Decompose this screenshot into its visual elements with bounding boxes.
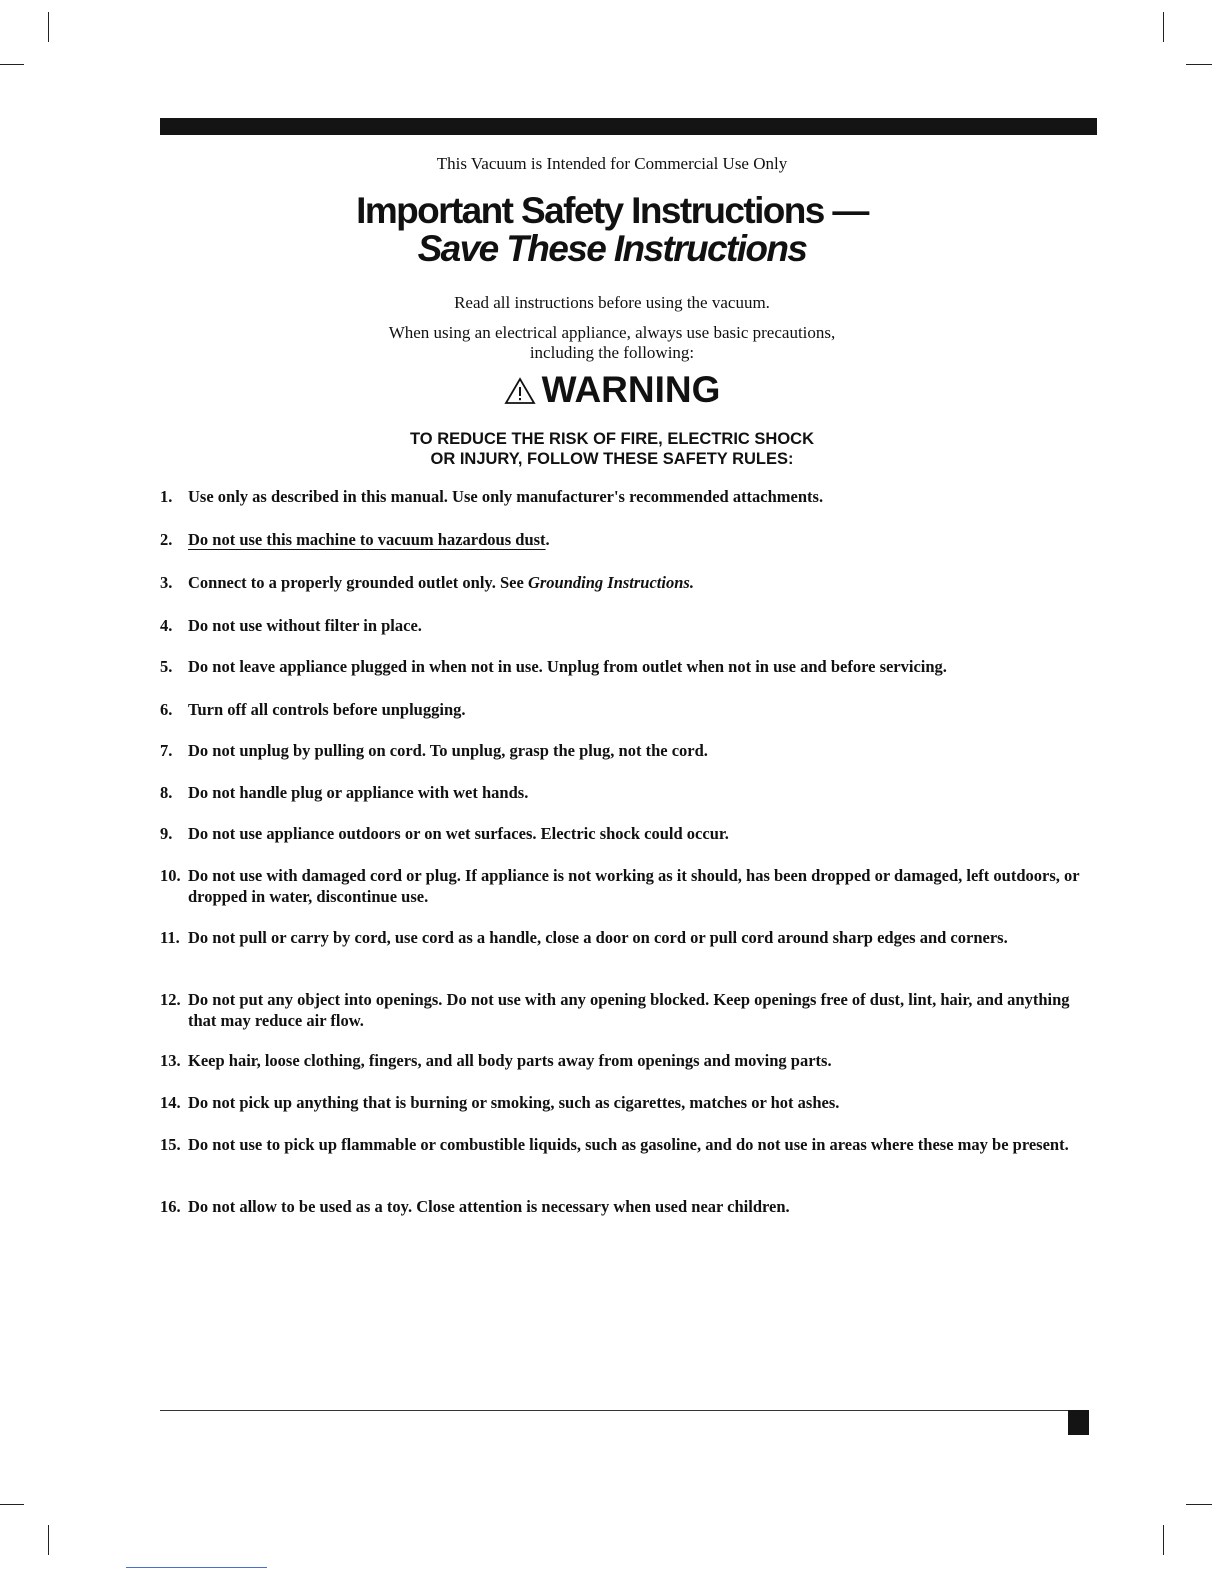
item-text: Do not allow to be used as a toy. Close attention is necessary when used near children. bbox=[188, 1197, 790, 1216]
crop-mark-bottom-left-v bbox=[48, 1525, 49, 1555]
list-item bbox=[160, 1196, 1100, 1217]
item-text bbox=[188, 572, 1100, 593]
item-text-end: . bbox=[545, 530, 550, 549]
scan-artifact-line bbox=[126, 1567, 267, 1568]
item-number: 9. bbox=[160, 824, 173, 843]
item-text: Do not leave appliance plugged in when not in use. Unplug from outlet when not in use and before servicing. bbox=[188, 657, 947, 676]
list-item bbox=[160, 1050, 1100, 1071]
warning-triangle-icon bbox=[504, 377, 536, 405]
item-number: 3. bbox=[160, 573, 173, 592]
item-number: 6. bbox=[160, 700, 173, 719]
list-item bbox=[160, 1134, 1100, 1155]
item-text bbox=[188, 529, 1100, 550]
item-text: Do not pick up anything that is burning or smoking, such as cigarettes, matches or hot ashes. bbox=[188, 1093, 840, 1112]
list-item bbox=[160, 927, 1100, 948]
list-item bbox=[160, 486, 1100, 507]
item-number: 1. bbox=[160, 487, 173, 506]
grounding-instructions-reference: Grounding Instructions. bbox=[527, 573, 694, 592]
commercial-use-notice: This Vacuum is Intended for Commercial Use Only bbox=[436, 154, 788, 173]
safety-rules-line-2: OR INJURY, FOLLOW THESE SAFETY RULES: bbox=[430, 450, 794, 468]
item-number: 13. bbox=[160, 1051, 181, 1070]
item-text: Do not put any object into openings. Do not use with any opening blocked. Keep openings free of dust, lint, hair, and anything that may reduce air flow. bbox=[188, 990, 1070, 1030]
item-text-start: Connect to a properly grounded outlet only. See bbox=[188, 573, 528, 592]
item-text: Do not use appliance outdoors or on wet surfaces. Electric shock could occur. bbox=[188, 824, 729, 843]
intro-precautions-line-1: When using an electrical appliance, always use basic precautions, bbox=[388, 323, 836, 342]
page-title bbox=[0, 192, 1224, 268]
footer-marker bbox=[1068, 1410, 1089, 1435]
intro-precautions-line-2: including the following: bbox=[529, 343, 695, 362]
list-item bbox=[160, 1092, 1100, 1113]
list-item bbox=[160, 529, 1100, 550]
warning-label: WARNING bbox=[541, 369, 721, 410]
underlined-text: Do not use this machine to vacuum hazardous dust bbox=[188, 530, 546, 549]
crop-mark-bottom-right-h bbox=[1186, 1504, 1212, 1505]
crop-mark-top-right-v bbox=[1163, 12, 1164, 42]
safety-rules-line-1: TO REDUCE THE RISK OF FIRE, ELECTRIC SHOCK bbox=[410, 430, 814, 448]
item-number: 4. bbox=[160, 616, 173, 635]
list-item bbox=[160, 989, 1100, 1031]
item-number: 15. bbox=[160, 1135, 181, 1154]
item-number: 2. bbox=[160, 530, 173, 549]
crop-mark-bottom-right-v bbox=[1163, 1525, 1164, 1555]
crop-mark-top-left-h bbox=[0, 64, 24, 65]
item-text: Use only as described in this manual. Use only manufacturer's recommended attachments. bbox=[188, 487, 824, 506]
title-line-2: Save These Instructions bbox=[417, 228, 807, 269]
crop-mark-top-right-h bbox=[1186, 64, 1212, 65]
item-number: 7. bbox=[160, 741, 173, 760]
list-item bbox=[160, 572, 1100, 593]
item-text: Do not unplug by pulling on cord. To unplug, grasp the plug, not the cord. bbox=[188, 741, 708, 760]
item-text: Do not pull or carry by cord, use cord as a handle, close a door on cord or pull cord around sharp edges and corners. bbox=[188, 928, 1008, 947]
crop-mark-bottom-left-h bbox=[0, 1504, 24, 1505]
list-item bbox=[160, 615, 1100, 636]
item-text: Turn off all controls before unplugging. bbox=[188, 700, 466, 719]
list-item bbox=[160, 823, 1100, 844]
header-bar bbox=[160, 118, 1097, 135]
list-item bbox=[160, 782, 1100, 803]
intro-read-all: Read all instructions before using the vacuum. bbox=[454, 293, 770, 312]
item-text: Do not use without filter in place. bbox=[188, 616, 422, 635]
item-number: 12. bbox=[160, 990, 181, 1009]
item-number: 14. bbox=[160, 1093, 181, 1112]
crop-mark-top-left-v bbox=[48, 12, 49, 42]
item-text: Do not handle plug or appliance with wet hands. bbox=[188, 783, 529, 802]
title-line-1: Important Safety Instructions — bbox=[356, 190, 868, 231]
item-number: 5. bbox=[160, 657, 173, 676]
footer-rule bbox=[160, 1410, 1070, 1411]
list-item bbox=[160, 656, 1100, 677]
item-number: 8. bbox=[160, 783, 173, 802]
item-number: 11. bbox=[160, 928, 180, 947]
item-number: 10. bbox=[160, 866, 181, 885]
list-item bbox=[160, 865, 1100, 907]
item-text: Do not use with damaged cord or plug. If appliance is not working as it should, has been dropped or damaged, left outdoors, or dropped in water, discontinue use. bbox=[188, 866, 1080, 906]
safety-rules-heading bbox=[0, 429, 1224, 469]
intro-precautions bbox=[0, 323, 1224, 363]
item-text: Do not use to pick up flammable or combustible liquids, such as gasoline, and do not use in areas where these may be present. bbox=[188, 1135, 1069, 1154]
item-number: 16. bbox=[160, 1197, 181, 1216]
list-item bbox=[160, 699, 1100, 720]
list-item bbox=[160, 740, 1100, 761]
warning-heading bbox=[0, 370, 1224, 410]
item-text: Keep hair, loose clothing, fingers, and all body parts away from openings and moving parts. bbox=[188, 1051, 832, 1070]
